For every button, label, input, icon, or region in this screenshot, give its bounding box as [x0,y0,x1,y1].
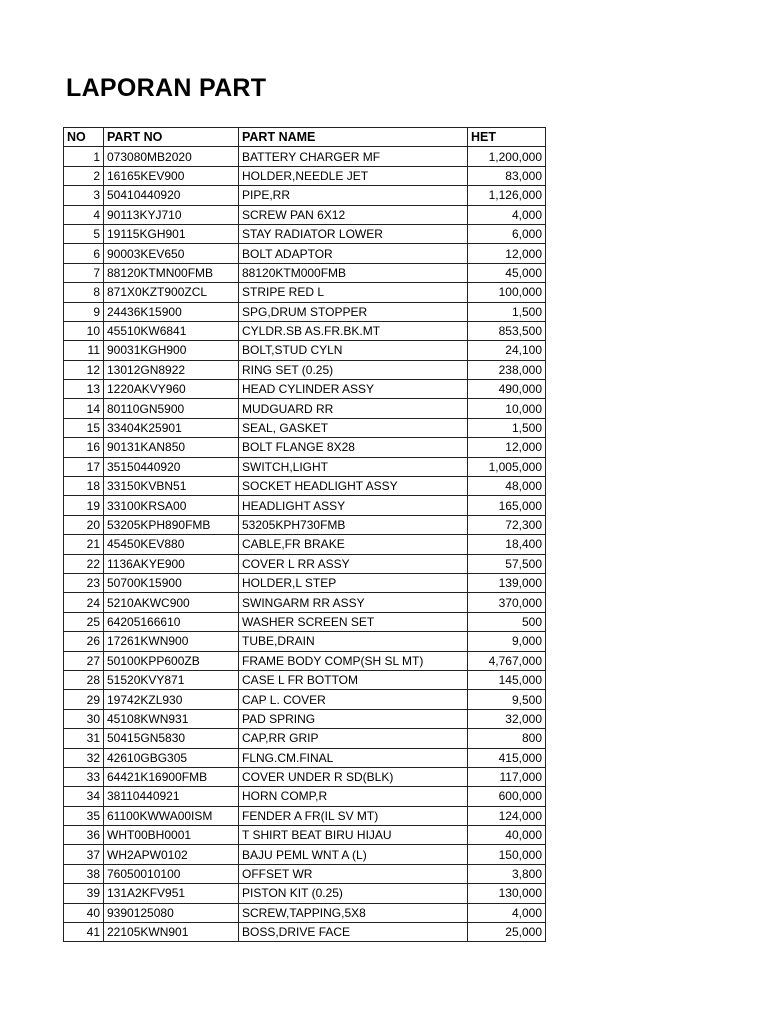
cell-part-no: 19115KGH901 [104,224,239,243]
cell-part-no: 51520KVY871 [104,670,239,689]
cell-part-name: SCREW PAN 6X12 [239,205,468,224]
cell-no: 21 [64,535,104,554]
cell-part-no: 24436K15900 [104,302,239,321]
cell-no: 38 [64,864,104,883]
cell-no: 10 [64,321,104,340]
cell-part-no: WH2APW0102 [104,845,239,864]
column-header-het: HET [468,128,546,147]
cell-het: 1,200,000 [468,147,546,166]
cell-part-name: STAY RADIATOR LOWER [239,224,468,243]
table-row [64,438,546,457]
cell-part-name: BAJU PEML WNT A (L) [239,845,468,864]
cell-no: 36 [64,826,104,845]
cell-part-name: BOSS,DRIVE FACE [239,923,468,942]
cell-part-name: T SHIRT BEAT BIRU HIJAU [239,826,468,845]
cell-het: 32,000 [468,709,546,728]
cell-no: 3 [64,186,104,205]
cell-no: 29 [64,690,104,709]
cell-no: 1 [64,147,104,166]
cell-het: 3,800 [468,864,546,883]
cell-no: 2 [64,166,104,185]
cell-het: 117,000 [468,767,546,786]
cell-part-no: 9390125080 [104,903,239,922]
table-row [64,632,546,651]
cell-part-name: 88120KTM000FMB [239,263,468,282]
column-header-no: NO [64,128,104,147]
cell-part-no: 90031KGH900 [104,341,239,360]
parts-table [63,127,546,942]
cell-part-no: 45450KEV880 [104,535,239,554]
table-row [64,923,546,942]
cell-het: 10,000 [468,399,546,418]
table-row [64,709,546,728]
cell-no: 37 [64,845,104,864]
table-row [64,166,546,185]
cell-no: 12 [64,360,104,379]
table-row [64,263,546,282]
cell-part-no: 5210AKWC900 [104,593,239,612]
cell-part-no: 90113KYJ710 [104,205,239,224]
cell-part-name: SPG,DRUM STOPPER [239,302,468,321]
cell-het: 415,000 [468,748,546,767]
cell-part-no: WHT00BH0001 [104,826,239,845]
cell-het: 4,000 [468,205,546,224]
table-row [64,554,546,573]
table-row [64,283,546,302]
cell-part-name: CYLDR.SB AS.FR.BK.MT [239,321,468,340]
cell-no: 33 [64,767,104,786]
table-row [64,748,546,767]
cell-part-no: 19742KZL930 [104,690,239,709]
cell-no: 6 [64,244,104,263]
cell-no: 13 [64,380,104,399]
cell-no: 7 [64,263,104,282]
cell-part-name: SWINGARM RR ASSY [239,593,468,612]
cell-part-name: TUBE,DRAIN [239,632,468,651]
table-row [64,186,546,205]
cell-part-no: 35150440920 [104,457,239,476]
table-row [64,380,546,399]
cell-part-name: SEAL, GASKET [239,418,468,437]
cell-het: 4,767,000 [468,651,546,670]
cell-het: 25,000 [468,923,546,942]
cell-het: 145,000 [468,670,546,689]
cell-part-name: STRIPE RED L [239,283,468,302]
cell-part-no: 76050010100 [104,864,239,883]
cell-het: 800 [468,729,546,748]
table-row [64,535,546,554]
cell-no: 41 [64,923,104,942]
table-row [64,845,546,864]
cell-het: 4,000 [468,903,546,922]
cell-part-name: CABLE,FR BRAKE [239,535,468,554]
cell-part-no: 17261KWN900 [104,632,239,651]
cell-part-name: PAD SPRING [239,709,468,728]
cell-part-no: 33150KVBN51 [104,477,239,496]
cell-no: 24 [64,593,104,612]
cell-part-no: 16165KEV900 [104,166,239,185]
cell-no: 26 [64,632,104,651]
cell-part-no: 64205166610 [104,612,239,631]
cell-het: 72,300 [468,515,546,534]
cell-part-name: SOCKET HEADLIGHT ASSY [239,477,468,496]
cell-part-no: 33404K25901 [104,418,239,437]
table-row [64,864,546,883]
cell-part-name: COVER UNDER R SD(BLK) [239,767,468,786]
cell-part-name: HOLDER,NEEDLE JET [239,166,468,185]
cell-part-name: 53205KPH730FMB [239,515,468,534]
cell-part-no: 88120KTMN00FMB [104,263,239,282]
table-row [64,767,546,786]
cell-part-name: CAP L. COVER [239,690,468,709]
table-row [64,302,546,321]
cell-part-name: RING SET (0.25) [239,360,468,379]
cell-part-no: 90003KEV650 [104,244,239,263]
cell-het: 370,000 [468,593,546,612]
cell-het: 124,000 [468,806,546,825]
cell-het: 490,000 [468,380,546,399]
table-row [64,477,546,496]
table-row [64,147,546,166]
cell-no: 14 [64,399,104,418]
cell-het: 238,000 [468,360,546,379]
cell-no: 34 [64,787,104,806]
cell-part-name: HORN COMP,R [239,787,468,806]
cell-no: 8 [64,283,104,302]
cell-het: 6,000 [468,224,546,243]
cell-part-no: 131A2KFV951 [104,884,239,903]
cell-het: 500 [468,612,546,631]
table-row [64,670,546,689]
cell-part-name: FENDER A FR(IL SV MT) [239,806,468,825]
cell-no: 20 [64,515,104,534]
cell-no: 28 [64,670,104,689]
cell-no: 19 [64,496,104,515]
cell-part-no: 38110440921 [104,787,239,806]
cell-no: 9 [64,302,104,321]
cell-part-name: SCREW,TAPPING,5X8 [239,903,468,922]
table-row [64,729,546,748]
cell-part-name: COVER L RR ASSY [239,554,468,573]
header-row [64,128,546,147]
cell-het: 9,500 [468,690,546,709]
cell-het: 1,500 [468,418,546,437]
cell-part-name: FLNG.CM.FINAL [239,748,468,767]
cell-het: 24,100 [468,341,546,360]
table-row [64,690,546,709]
cell-het: 600,000 [468,787,546,806]
cell-het: 57,500 [468,554,546,573]
cell-part-name: HEAD CYLINDER ASSY [239,380,468,399]
cell-no: 4 [64,205,104,224]
table-row [64,826,546,845]
table-row [64,418,546,437]
cell-no: 23 [64,573,104,592]
table-row [64,787,546,806]
cell-part-name: PISTON KIT (0.25) [239,884,468,903]
cell-het: 83,000 [468,166,546,185]
cell-part-name: PIPE,RR [239,186,468,205]
cell-no: 31 [64,729,104,748]
cell-part-name: HEADLIGHT ASSY [239,496,468,515]
cell-part-no: 45108KWN931 [104,709,239,728]
cell-het: 130,000 [468,884,546,903]
cell-part-name: CASE L FR BOTTOM [239,670,468,689]
cell-part-name: HOLDER,L STEP [239,573,468,592]
page-title: LAPORAN PART [66,74,267,102]
cell-part-no: 53205KPH890FMB [104,515,239,534]
cell-part-name: BOLT FLANGE 8X28 [239,438,468,457]
cell-no: 35 [64,806,104,825]
table-row [64,573,546,592]
cell-het: 150,000 [468,845,546,864]
cell-part-name: BOLT,STUD CYLN [239,341,468,360]
cell-no: 25 [64,612,104,631]
cell-het: 1,005,000 [468,457,546,476]
table-row [64,224,546,243]
cell-part-no: 45510KW6841 [104,321,239,340]
cell-part-no: 1136AKYE900 [104,554,239,573]
cell-part-name: BOLT ADAPTOR [239,244,468,263]
table-row [64,360,546,379]
table-row [64,341,546,360]
cell-part-no: 33100KRSA00 [104,496,239,515]
table-row [64,593,546,612]
table-row [64,884,546,903]
cell-no: 17 [64,457,104,476]
cell-part-no: 61100KWWA00ISM [104,806,239,825]
cell-part-name: FRAME BODY COMP(SH SL MT) [239,651,468,670]
column-header-part-name: PART NAME [239,128,468,147]
cell-no: 15 [64,418,104,437]
cell-het: 12,000 [468,438,546,457]
table-row [64,457,546,476]
cell-no: 32 [64,748,104,767]
cell-no: 27 [64,651,104,670]
cell-no: 11 [64,341,104,360]
table-row [64,515,546,534]
table-row [64,399,546,418]
cell-part-name: WASHER SCREEN SET [239,612,468,631]
cell-part-no: 50415GN5830 [104,729,239,748]
cell-no: 30 [64,709,104,728]
cell-no: 16 [64,438,104,457]
cell-part-no: 22105KWN901 [104,923,239,942]
cell-part-no: 073080MB2020 [104,147,239,166]
cell-het: 100,000 [468,283,546,302]
cell-part-name: BATTERY CHARGER MF [239,147,468,166]
cell-het: 48,000 [468,477,546,496]
cell-part-no: 80110GN5900 [104,399,239,418]
cell-part-no: 50700K15900 [104,573,239,592]
cell-het: 1,500 [468,302,546,321]
cell-part-name: OFFSET WR [239,864,468,883]
cell-het: 40,000 [468,826,546,845]
cell-part-no: 90131KAN850 [104,438,239,457]
table-row [64,612,546,631]
cell-part-no: 50410440920 [104,186,239,205]
table-row [64,496,546,515]
table-row [64,205,546,224]
cell-no: 22 [64,554,104,573]
cell-het: 12,000 [468,244,546,263]
cell-part-no: 13012GN8922 [104,360,239,379]
cell-part-no: 64421K16900FMB [104,767,239,786]
cell-part-name: CAP,RR GRIP [239,729,468,748]
cell-part-name: SWITCH,LIGHT [239,457,468,476]
cell-het: 9,000 [468,632,546,651]
cell-part-no: 42610GBG305 [104,748,239,767]
cell-no: 40 [64,903,104,922]
cell-het: 1,126,000 [468,186,546,205]
cell-part-no: 50100KPP600ZB [104,651,239,670]
cell-part-name: MUDGUARD RR [239,399,468,418]
cell-het: 165,000 [468,496,546,515]
cell-no: 5 [64,224,104,243]
cell-part-no: 871X0KZT900ZCL [104,283,239,302]
table-row [64,651,546,670]
column-header-part-no: PART NO [104,128,239,147]
table-row [64,244,546,263]
cell-het: 139,000 [468,573,546,592]
cell-no: 18 [64,477,104,496]
table-row [64,806,546,825]
table-row [64,903,546,922]
cell-het: 18,400 [468,535,546,554]
cell-het: 853,500 [468,321,546,340]
cell-part-no: 1220AKVY960 [104,380,239,399]
cell-het: 45,000 [468,263,546,282]
cell-no: 39 [64,884,104,903]
table-row [64,321,546,340]
